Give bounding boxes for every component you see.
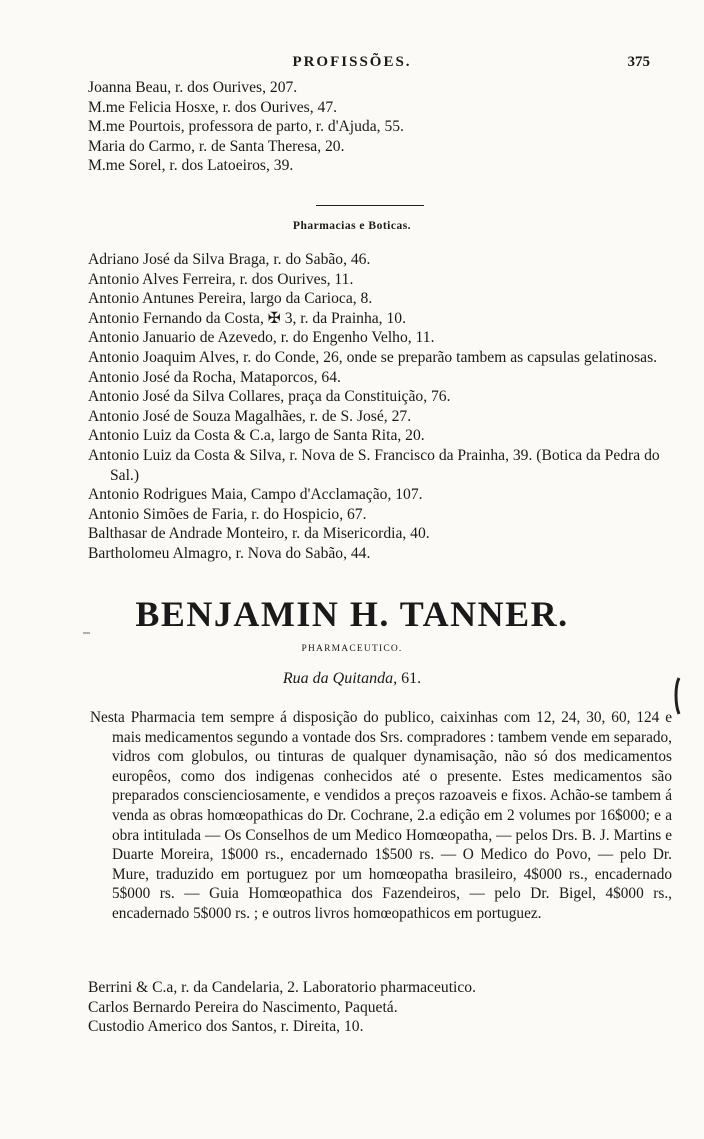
list-item: Antonio Joaquim Alves, r. do Conde, 26, onde se preparão tambem as capsulas gelatinosas. bbox=[88, 348, 658, 366]
list-item: M.me Pourtois, professora de parto, r. d'Ajuda, 55. bbox=[88, 118, 404, 136]
page-number: 375 bbox=[627, 54, 650, 70]
list-item: Antonio Januario de Azevedo, r. do Engenho Velho, 11. bbox=[88, 329, 435, 347]
advertisement-street: Rua da Quitanda, bbox=[282, 670, 398, 687]
margin-mark bbox=[672, 676, 682, 716]
page-header bbox=[0, 52, 704, 76]
list-item: Antonio Rodrigues Maia, Campo d'Acclamação, 107. bbox=[88, 486, 423, 504]
list-item: Antonio José de Souza Magalhães, r. de S. José, 27. bbox=[88, 407, 412, 425]
section-title: Pharmacias e Boticas. bbox=[292, 220, 412, 232]
advertisement-body: Nesta Pharmacia tem sempre á disposição do publico, caixinhas com 12, 24, 30, 60, 124 e mais medicamentos segundo a vontade dos Srs. compradores : tambem vende em separado, vidros com globulos, ou tinturas de qualquer dynamisação, não só dos medicamentos europêos, como dos indigenas conhecidos até o presente. Estes medicamentos são preparados conscienciosamente, e vendidos a preços razoaveis e fixos. Achão-se tambem á venda as obras homœopathicas do Dr. Cochrane, 2.a edição em 2 volumes por 16$000; e a obra intitulada — Os Conselhos de um Medico Homœopatha, — pelos Drs. B. J. Martins e Duarte Moreira, 1$000 rs., encadernado 1$500 rs. — O Medico do Povo, — pelo Dr. Mure, traduzido em portuguez por um homœopatha brasileiro, 4$000 rs., encadernado 5$000 rs. — Guia Homœopathica dos Fazendeiros, — pelo Dr. Bigel, 4$000 rs., encadernado 5$000 rs. ; e outros livros homœopathicos em portuguez. bbox=[90, 709, 672, 922]
list-item: M.me Sorel, r. dos Latoeiros, 39. bbox=[88, 157, 294, 175]
advertisement-number: 61. bbox=[401, 670, 422, 687]
running-title: PROFISSÕES. bbox=[292, 54, 412, 70]
list-item: Antonio Luiz da Costa & Silva, r. Nova de S. Francisco da Prainha, 39. (Botica da Pedra do Sal.) bbox=[88, 446, 660, 484]
list-item: Antonio Simões de Faria, r. do Hospicio, 67. bbox=[88, 505, 367, 523]
margin-tick bbox=[82, 630, 92, 636]
top-entry-list bbox=[88, 78, 660, 176]
pharmacy-list bbox=[88, 250, 660, 564]
list-item: Adriano José da Silva Braga, r. do Sabão, 46. bbox=[88, 251, 371, 268]
list-item: Antonio Fernando da Costa, ✠ 3, r. da Prainha, 10. bbox=[88, 309, 406, 327]
list-item: Maria do Carmo, r. de Santa Theresa, 20. bbox=[88, 137, 345, 155]
advertisement-name: BENJAMIN H. TANNER. bbox=[135, 594, 569, 634]
list-item: Antonio José da Silva Collares, praça da Constituição, 76. bbox=[88, 388, 451, 406]
list-item: Berrini & C.a, r. da Candelaria, 2. Laboratorio pharmaceutico. bbox=[88, 979, 476, 996]
list-item: Balthasar de Andrade Monteiro, r. da Misericordia, 40. bbox=[88, 525, 430, 543]
list-item: Bartholomeu Almagro, r. Nova do Sabão, 44. bbox=[88, 544, 371, 562]
list-item: Antonio Antunes Pereira, largo da Carioca, 8. bbox=[88, 290, 373, 308]
advertisement-role: PHARMACEUTICO. bbox=[301, 644, 403, 654]
list-item: Antonio Alves Ferreira, r. dos Ourives, 11. bbox=[88, 270, 354, 288]
list-item: Antonio Luiz da Costa & C.a, largo de Santa Rita, 20. bbox=[88, 427, 425, 445]
list-item: M.me Felicia Hosxe, r. dos Ourives, 47. bbox=[88, 98, 338, 116]
after-entry-list bbox=[88, 978, 660, 1037]
list-item: Custodio Americo dos Santos, r. Direita, 10. bbox=[88, 1018, 364, 1036]
section-divider bbox=[316, 205, 424, 206]
list-item: Carlos Bernardo Pereira do Nascimento, Paquetá. bbox=[88, 998, 398, 1016]
advertisement-address bbox=[0, 670, 704, 688]
list-item: Joanna Beau, r. dos Ourives, 207. bbox=[88, 79, 298, 96]
list-item: Antonio José da Rocha, Mataporcos, 64. bbox=[88, 368, 341, 386]
